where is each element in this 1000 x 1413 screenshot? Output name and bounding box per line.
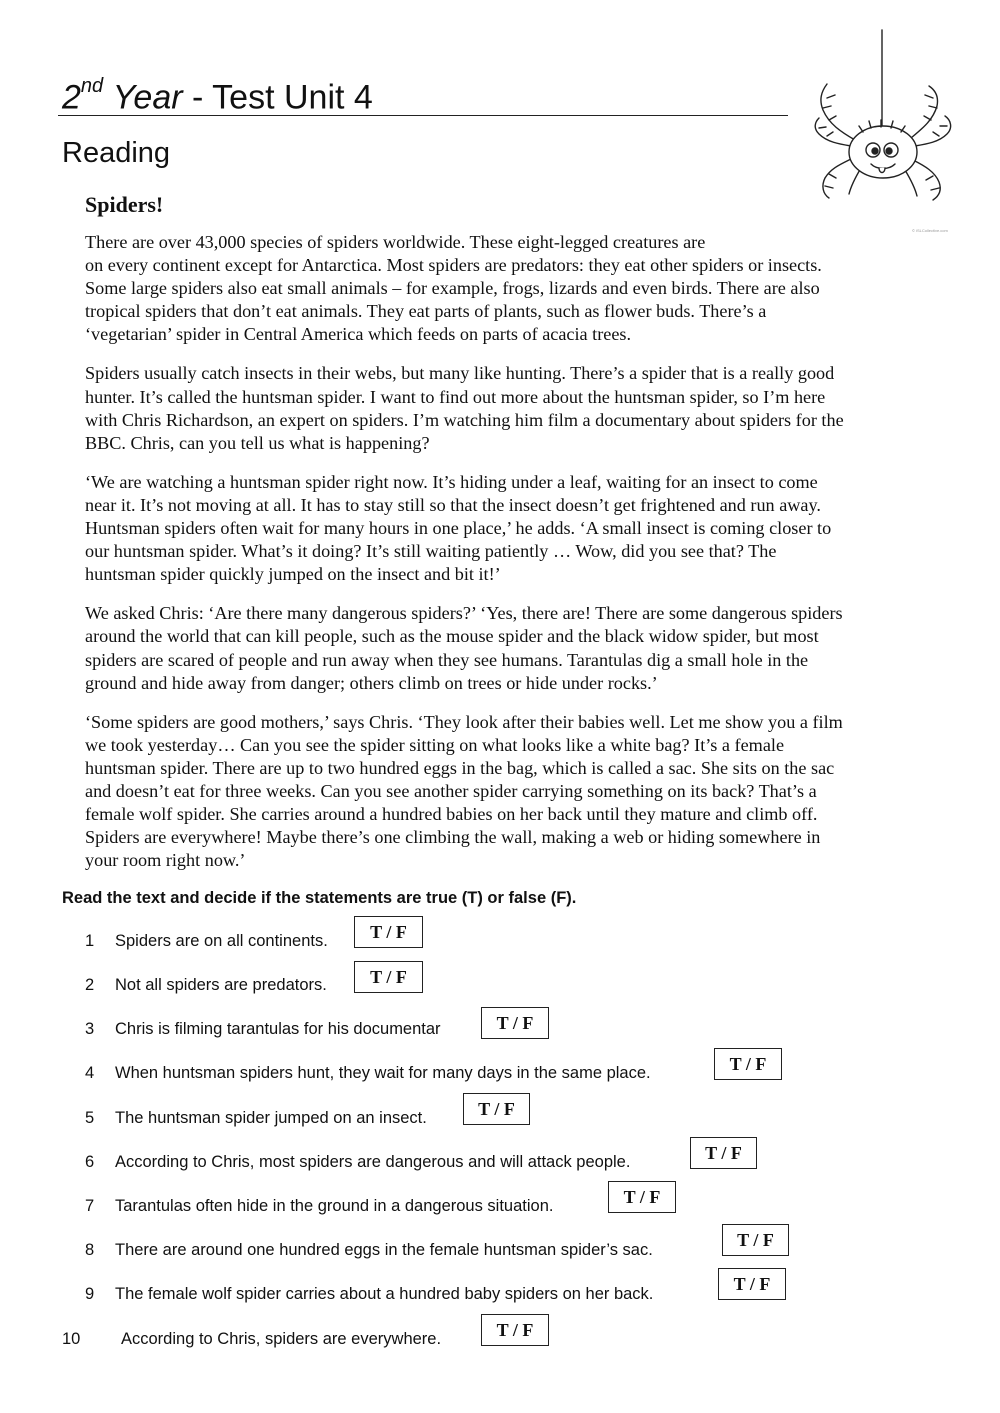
true-false-answer-box[interactable]: T / F (608, 1181, 676, 1213)
statement-text: The female wolf spider carries about a hundred baby spiders on her back. (115, 1285, 654, 1303)
statement-text: Not all spiders are predators. (115, 976, 327, 994)
statement-text: Chris is filming tarantulas for his documentar (115, 1020, 441, 1038)
statement-text: According to Chris, most spiders are dangerous and will attack people. (115, 1153, 631, 1171)
statement-number: 7 (85, 1197, 95, 1215)
statement-number: 10 (62, 1330, 81, 1348)
statement-number: 1 (85, 932, 95, 950)
statement-text: When huntsman spiders hunt, they wait for many days in the same place. (115, 1064, 651, 1082)
statement-text: According to Chris, spiders are everywhere. (121, 1330, 442, 1348)
article-body (85, 231, 935, 888)
title-number: 2 (62, 78, 81, 117)
article-paragraph: Spiders usually catch insects in their webs, but many like hunting. There’s a spider that is a really good hunter. It’s called the huntsman spider. I want to find out more about the huntsman spider, so I’m here with Chris Richardson, an expert on spiders. I’m watching him film a documentary about spiders for the BBC. Chris, can you tell us what is happening? (85, 363, 844, 453)
title-rest: - Test Unit 4 (182, 78, 373, 117)
true-false-answer-box[interactable]: T / F (354, 961, 423, 993)
true-false-answer-box[interactable]: T / F (722, 1224, 789, 1256)
article-paragraph: There are over 43,000 species of spiders worldwide. These eight-legged creatures are on every continent except for Antarctica. Most spiders are predators: they eat other spiders or insects. Some large spiders also eat small animals – for example, frogs, lizards and even birds. There are also tropical spiders that don’t eat animals. They eat parts of plants, such as flower buds. There’s a ‘vegetarian’ spider in Central America which feeds on parts of acacia trees. (85, 232, 822, 345)
title-superscript: nd (80, 75, 104, 97)
article-paragraph: We asked Chris: ‘Are there many dangerous spiders?’ ‘Yes, there are! There are some dangerous spiders around the world that can kill people, such as the mouse spider and the black widow spider, but most spiders are scared of people and run away when they see humans. Tarantulas dig a small hole in the ground and hide away from danger; others climb on trees or hide under rocks.’ (85, 603, 843, 693)
true-false-answer-box[interactable]: T / F (481, 1007, 549, 1039)
true-false-answer-box[interactable]: T / F (714, 1048, 782, 1080)
statement-text: Tarantulas often hide in the ground in a dangerous situation. (115, 1197, 554, 1215)
article-title: Spiders! (85, 192, 164, 217)
article-paragraph: ‘Some spiders are good mothers,’ says Chris. ‘They look after their babies well. Let me show you a film we took yesterday… Can you see the spider sitting on what looks like a white bag? It’s a female huntsman spider. There are up to two hundred eggs in the bag, which is called a sac. She sits on the sac and doesn’t eat for three weeks. Can you see another spider carrying something on its back? That’s a female wolf spider. She carries around a hundred babies on her back until they mature and climb off. Spiders are everywhere! Maybe there’s one climbing the wall, making a web or hiding somewhere in your room right now.’ (85, 711, 843, 871)
true-false-answer-box[interactable]: T / F (481, 1314, 549, 1346)
exercise-instructions: Read the text and decide if the statements are true (T) or false (F). (62, 889, 577, 907)
header-divider (58, 115, 788, 116)
section-heading: Reading (62, 137, 171, 169)
article-paragraph: ‘We are watching a huntsman spider right now. It’s hiding under a leaf, waiting for an insect to come near it. It’s not moving at all. It has to stay still so that the insect doesn’t get frightened and run away. Huntsman spiders often wait for many hours in one place,’ he adds. ‘A small insect is coming closer to our huntsman spider. What’s it doing? It’s still waiting patiently … Wow, did you see that? The huntsman spider quickly jumped on the insect and bit it!’ (85, 471, 832, 585)
statement-number: 2 (85, 976, 95, 994)
statement-number: 5 (85, 1109, 95, 1127)
true-false-answer-box[interactable]: T / F (463, 1093, 530, 1125)
page-title (62, 68, 373, 119)
image-credit: © iSLCollective.com (912, 228, 948, 233)
statement-text: The huntsman spider jumped on an insect. (115, 1109, 427, 1127)
statement-text: There are around one hundred eggs in the female huntsman spider’s sac. (115, 1241, 653, 1259)
statement-number: 8 (85, 1241, 95, 1259)
title-year: Year (112, 78, 183, 117)
statement-number: 3 (85, 1020, 95, 1038)
statement-number: 9 (85, 1285, 95, 1303)
true-false-answer-box[interactable]: T / F (690, 1137, 757, 1169)
statement-number: 4 (85, 1064, 95, 1082)
true-false-answer-box[interactable]: T / F (354, 916, 423, 948)
statement-text: Spiders are on all continents. (115, 932, 328, 950)
true-false-answer-box[interactable]: T / F (718, 1268, 786, 1300)
cartoon-spider-icon (805, 28, 965, 208)
statement-number: 6 (85, 1153, 95, 1171)
